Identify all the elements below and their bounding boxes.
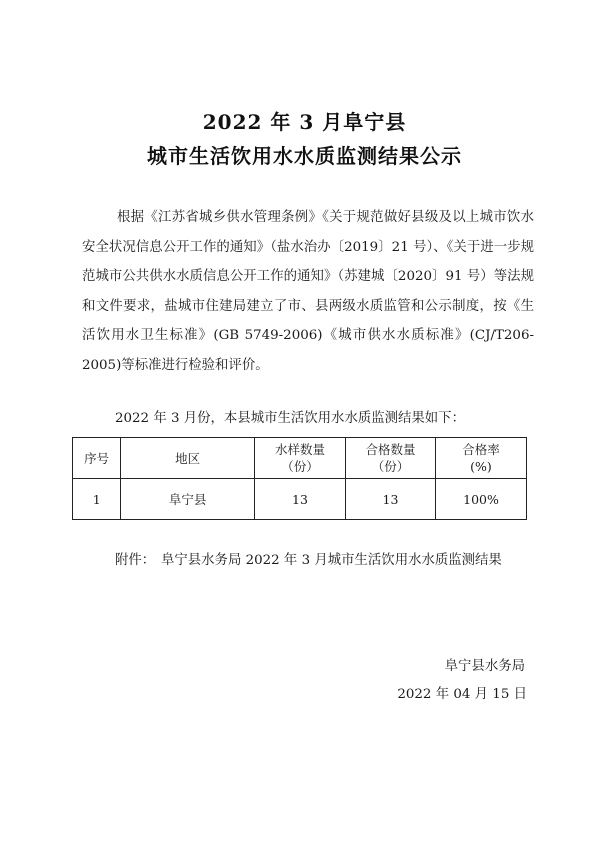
cell-samples: 13 (255, 479, 346, 520)
header-samples-line1: 水样数量 (275, 442, 326, 457)
table-header-row (73, 438, 527, 479)
cell-rate: 100% (436, 479, 527, 520)
header-rate-line2: (%) (470, 459, 492, 474)
header-seq: 序号 (73, 438, 121, 479)
signature-organization: 阜宁县水务局 (444, 659, 525, 674)
header-region: 地区 (121, 438, 255, 479)
signature-date: 2022 年 04 月 15 日 (397, 687, 527, 702)
document-title-line2: 城市生活饮用水水质监测结果公示 (147, 144, 462, 168)
table-row (73, 479, 527, 520)
water-quality-table (72, 437, 527, 520)
cell-region: 阜宁县 (121, 479, 255, 520)
attachment-label: 附件： (115, 553, 156, 568)
cell-seq: 1 (73, 479, 121, 520)
header-samples (255, 438, 346, 479)
header-qualified-line1: 合格数量 (365, 442, 416, 457)
header-samples-line2: （份） (281, 459, 319, 474)
header-qualified-line2: （份） (371, 459, 410, 474)
cell-qualified: 13 (346, 479, 436, 520)
header-rate (436, 438, 527, 479)
header-rate-line1: 合格率 (462, 442, 500, 457)
result-intro: 2022 年 3 月份，本县城市生活饮用水水质监测结果如下： (115, 411, 465, 426)
header-qualified (346, 438, 436, 479)
attachment-text: 阜宁县水务局 2022 年 3 月城市生活饮用水水质监测结果 (161, 553, 502, 568)
document-title-line1: 2022 年 3 月阜宁县 (202, 110, 407, 134)
intro-paragraph: 根据《江苏省城乡供水管理条例》《关于规范做好县级及以上城市饮水安全状况信息公开工作的通知》（盐水治办〔2019〕21 号）、《关于进一步规范城市公共供水水质信息公开工作的通知》（苏建城〔2020〕91 号）等法规和文件要求，盐城市住建局建立了市、县两级水质监管和公示制度，按《生活饮用水卫生标准》(GB 5749-2006)《城市供水水质标准》(CJ/T206-2005)等标准进行检验和评价。 (82, 210, 534, 373)
